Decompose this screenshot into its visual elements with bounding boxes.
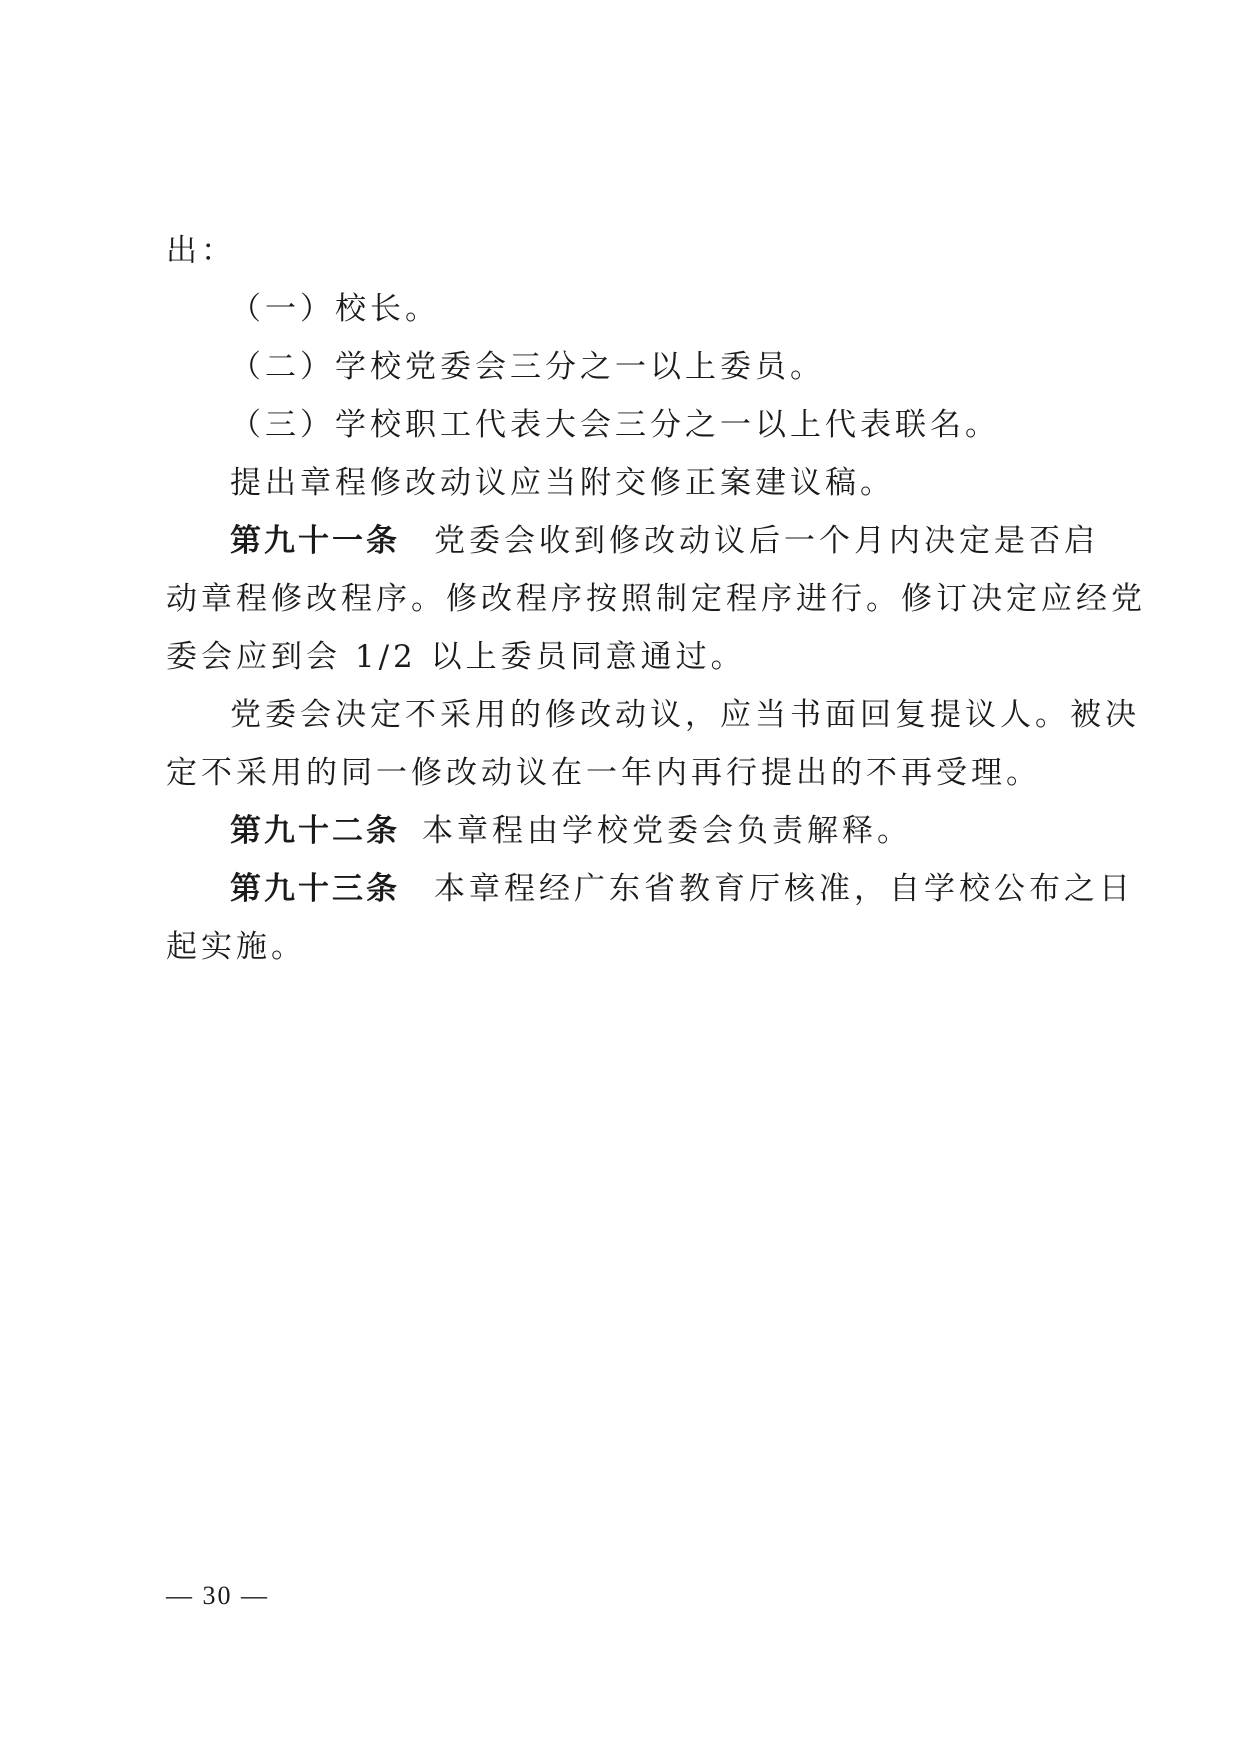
article-91-text: 党委会收到修改动议后一个月内决定是否启 — [434, 523, 1099, 559]
article-93-title: 第九十三条 — [230, 871, 400, 907]
article-91-para2-line-2: 定不采用的同一修改动议在一年内再行提出的不再受理。 — [166, 755, 1041, 791]
article-92-title: 第九十二条 — [230, 813, 400, 849]
list-item-3: （三）学校职工代表大会三分之一以上代表联名。 — [230, 407, 1000, 443]
proposal-text: 提出章程修改动议应当附交修正案建议稿。 — [230, 465, 895, 501]
article-93-line-1 — [166, 860, 1134, 918]
article-91-line-3: 委会应到会 1/2 以上委员同意通过。 — [166, 639, 746, 675]
article-92-text: 本章程由学校党委会负责解释。 — [422, 813, 912, 849]
article-92 — [166, 802, 1086, 860]
list-item-1: （一）校长。 — [230, 291, 440, 327]
article-91-line-2: 动章程修改程序。修改程序按照制定程序进行。修订决定应经党 — [166, 581, 1146, 617]
article-93-text: 本章程经广东省教育厅核准，自学校公布之日 — [434, 871, 1134, 907]
page-number: — 30 — — [166, 1581, 269, 1610]
article-93-line-2: 起实施。 — [166, 929, 306, 965]
article-91-line-1 — [166, 512, 1099, 570]
article-91-title: 第九十一条 — [230, 523, 400, 559]
body-text — [166, 222, 1146, 976]
article-91-para2-line-1: 党委会决定不采用的修改动议，应当书面回复提议人。被决 — [230, 697, 1140, 733]
text-line: 出： — [166, 233, 236, 269]
list-item-2: （二）学校党委会三分之一以上委员。 — [230, 349, 825, 385]
